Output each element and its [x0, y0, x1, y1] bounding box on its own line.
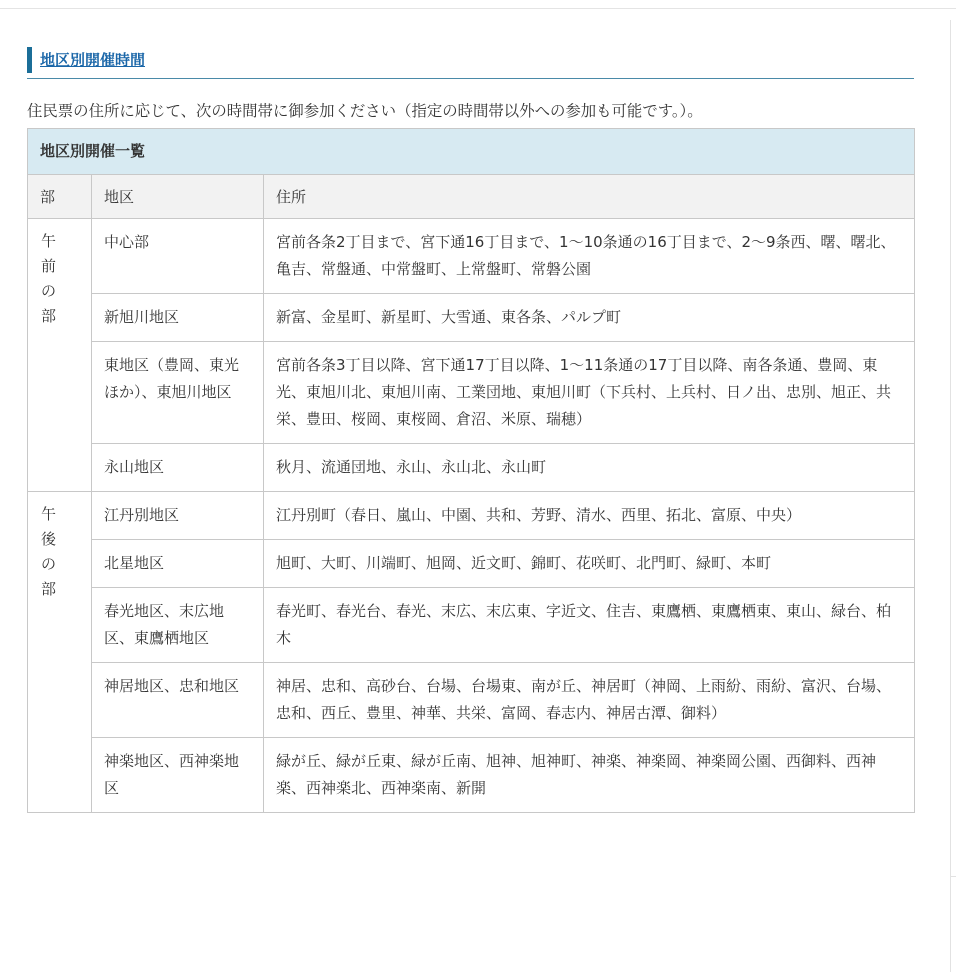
part-cell-afternoon [28, 492, 92, 813]
header-address: 住所 [264, 175, 915, 219]
district-cell: 中心部 [92, 219, 264, 294]
table-row [28, 492, 915, 540]
address-cell: 春光町、春光台、春光、末広、末広東、字近文、住吉、東鷹栖、東鷹栖東、東山、緑台、柏木 [264, 588, 915, 663]
part-cell-morning [28, 219, 92, 492]
address-cell: 宮前各条2丁目まで、宮下通16丁目まで、1～10条通の16丁目まで、2～9条西、曙、曙北、亀吉、常盤通、中常盤町、上常盤町、常磐公園 [264, 219, 915, 294]
heading-accent-bar [27, 47, 32, 73]
district-cell: 神居地区、忠和地区 [92, 663, 264, 738]
district-cell: 新旭川地区 [92, 294, 264, 342]
table-row [28, 342, 915, 444]
intro-text: 住民票の住所に応じて、次の時間帯に御参加ください（指定の時間帯以外への参加も可能です。）。 [27, 102, 703, 120]
section-heading [27, 47, 914, 79]
address-cell: 緑が丘、緑が丘東、緑が丘南、旭神、旭神町、神楽、神楽岡、神楽岡公園、西御料、西神楽、西神楽北、西神楽南、新開 [264, 738, 915, 813]
table-row [28, 588, 915, 663]
address-cell: 江丹別町（春日、嵐山、中園、共和、芳野、清水、西里、拓北、富原、中央） [264, 492, 915, 540]
table-row [28, 294, 915, 342]
address-cell: 新富、金星町、新星町、大雪通、東各条、パルプ町 [264, 294, 915, 342]
table-caption-row [28, 129, 915, 175]
address-cell: 秋月、流通団地、永山、永山北、永山町 [264, 444, 915, 492]
part-label: 午後の部 [41, 505, 57, 598]
district-schedule-table [27, 128, 915, 813]
part-label: 午前の部 [41, 232, 57, 325]
address-cell: 宮前各条3丁目以降、宮下通17丁目以降、1～11条通の17丁目以降、南各条通、豊岡、東光、東旭川北、東旭川南、工業団地、東旭川町（下兵村、上兵村、日ノ出、忠別、旭正、共栄、豊田、桜岡、東桜岡、倉沼、米原、瑞穂） [264, 342, 915, 444]
address-cell: 神居、忠和、高砂台、台場、台場東、南が丘、神居町（神岡、上雨紛、雨紛、富沢、台場、忠和、西丘、豊里、神華、共栄、富岡、春志内、神居古潭、御料） [264, 663, 915, 738]
top-border [0, 0, 956, 9]
header-district: 地区 [92, 175, 264, 219]
header-part: 部 [28, 175, 92, 219]
address-cell: 旭町、大町、川端町、旭岡、近文町、錦町、花咲町、北門町、緑町、本町 [264, 540, 915, 588]
table-row [28, 219, 915, 294]
table-row [28, 663, 915, 738]
table-row [28, 540, 915, 588]
district-cell: 神楽地区、西神楽地区 [92, 738, 264, 813]
table-row [28, 444, 915, 492]
district-cell: 永山地区 [92, 444, 264, 492]
table-header-row [28, 175, 915, 219]
table-row [28, 738, 915, 813]
district-cell: 江丹別地区 [92, 492, 264, 540]
district-cell: 東地区（豊岡、東光ほか）、東旭川地区 [92, 342, 264, 444]
right-divider [950, 20, 951, 972]
district-cell: 北星地区 [92, 540, 264, 588]
district-cell: 春光地区、末広地区、東鷹栖地区 [92, 588, 264, 663]
right-divider-mark [951, 876, 956, 877]
table-caption: 地区別開催一覧 [28, 129, 915, 175]
heading-link[interactable]: 地区別開催時間 [40, 51, 146, 69]
